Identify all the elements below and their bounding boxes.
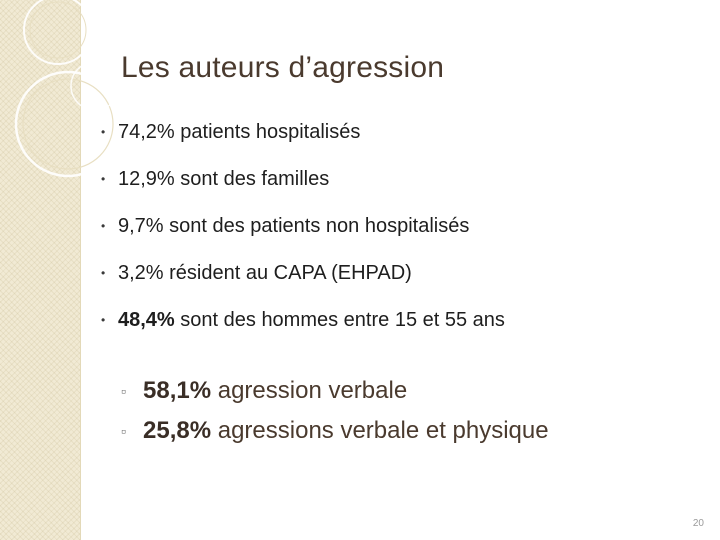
bullet-text: 3,2% résident au CAPA (EHPAD) xyxy=(118,262,412,284)
sub-bullet-text: agressions verbale et physique xyxy=(211,417,549,444)
square-bullet-icon: ▫ xyxy=(121,423,126,439)
sub-bullet-percentage: 58,1% xyxy=(143,377,212,404)
square-bullet-icon: ▫ xyxy=(121,383,126,399)
bullet-item xyxy=(107,161,505,208)
sub-bullet-list xyxy=(121,371,549,451)
sub-bullet-text: agression verbale xyxy=(211,377,408,404)
sub-bullet-item xyxy=(121,411,549,451)
bullet-text: sont des hommes entre 15 et 55 ans xyxy=(174,309,505,331)
slide-title: Les auteurs d’agression xyxy=(121,51,445,84)
bullet-text: 74,2% patients hospitalisés xyxy=(118,121,361,143)
sub-bullet-percentage: 25,8% xyxy=(143,417,212,444)
bullet-list xyxy=(107,114,505,349)
page-number: 20 xyxy=(692,518,704,529)
sub-bullet-item xyxy=(121,371,549,411)
bullet-item xyxy=(107,302,505,349)
bullet-item xyxy=(107,255,505,302)
bullet-item xyxy=(107,208,505,255)
bullet-item xyxy=(107,114,505,161)
bullet-percentage: 48,4% xyxy=(118,309,175,331)
bullet-text: 9,7% sont des patients non hospitalisés xyxy=(118,215,470,237)
bullet-text: 12,9% sont des familles xyxy=(118,168,330,190)
